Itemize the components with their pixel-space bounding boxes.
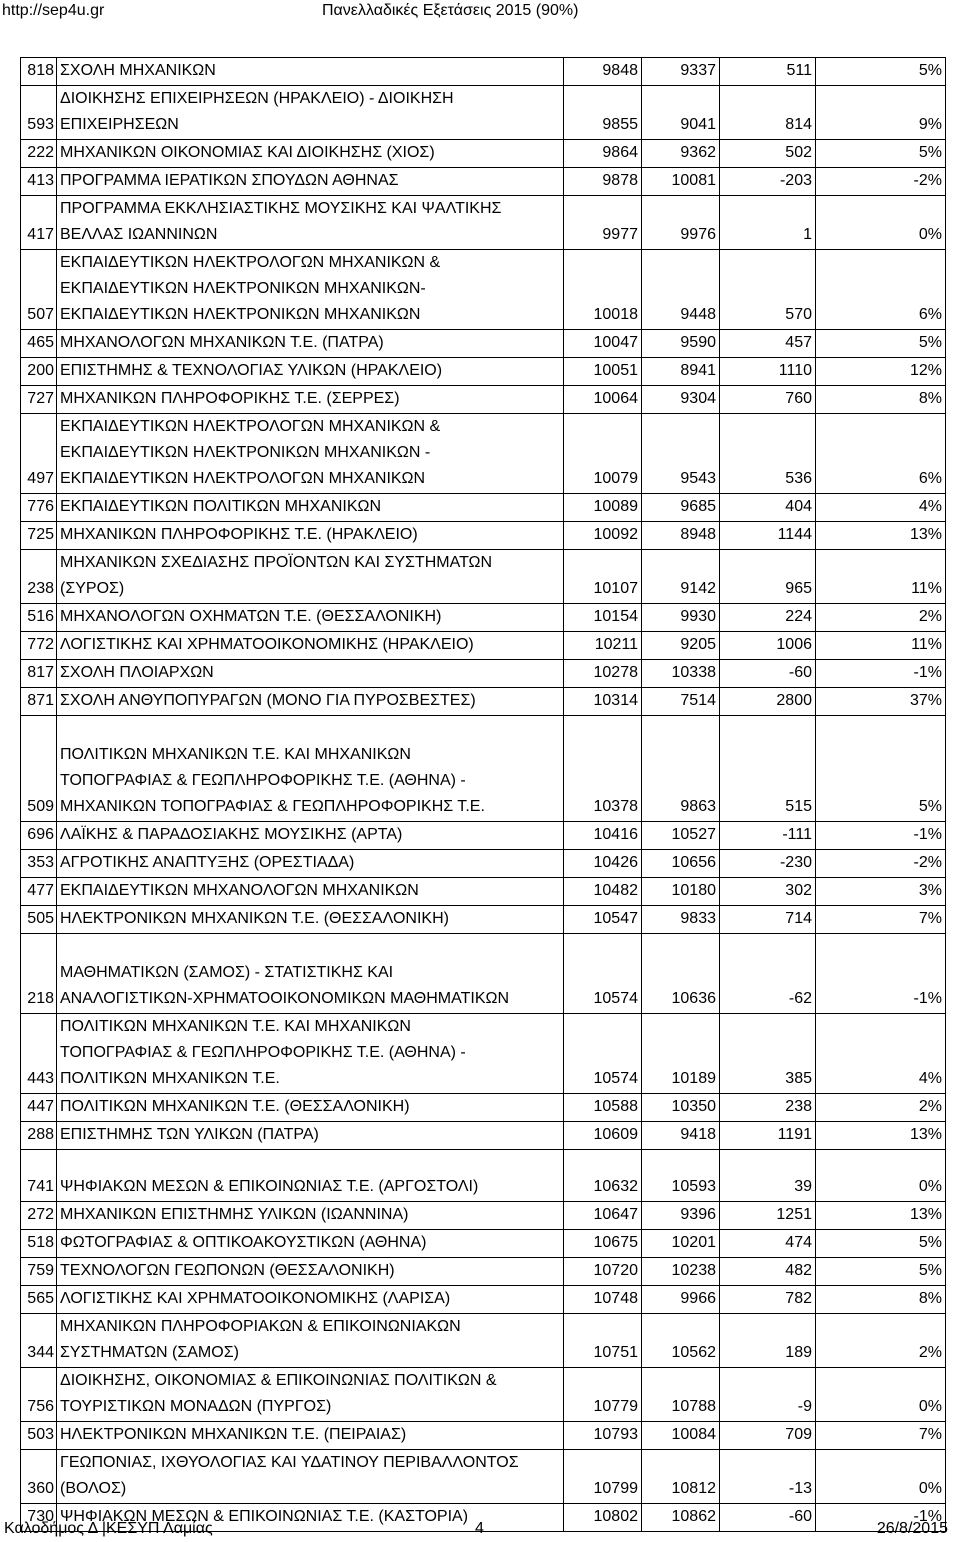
row-score-2015: 10211 [564,632,642,660]
row-code: 465 [21,330,57,358]
row-score-2015: 10748 [564,1286,642,1314]
row-percent: 6% [816,250,946,330]
row-difference: 570 [720,250,816,330]
row-code: 741 [21,1150,57,1202]
row-school-name: ΕΚΠΑΙΔΕΥΤΙΚΩΝ ΗΛΕΚΤΡΟΛΟΓΩΝ ΜΗΧΑΝΙΚΩΝ & ΕΚΠΑΙΔΕΥΤΙΚΩΝ ΗΛΕΚΤΡΟΝΙΚΩΝ ΜΗΧΑΝΙΚΩΝ - ΕΚΠΑΙΔΕΥΤΙΚΩΝ ΗΛΕΚΤΡΟΛΟΓΩΝ ΜΗΧΑΝΙΚΩΝ [57,414,564,494]
row-percent: -1% [816,822,946,850]
row-code: 516 [21,604,57,632]
row-score-2015: 10802 [564,1504,642,1532]
row-school-name: ΜΗΧΑΝΙΚΩΝ ΠΛΗΡΟΦΟΡΙΚΗΣ Τ.Ε. (ΗΡΑΚΛΕΙΟ) [57,522,564,550]
row-percent: 0% [816,1450,946,1504]
row-score-2015: 9977 [564,196,642,250]
row-percent: 2% [816,1094,946,1122]
table-row [21,1122,946,1150]
row-school-name: ΠΡΟΓΡΑΜΜΑ ΕΚΚΛΗΣΙΑΣΤΙΚΗΣ ΜΟΥΣΙΚΗΣ ΚΑΙ ΨΑΛΤΙΚΗΣ ΒΕΛΛΑΣ ΙΩΑΝΝΙΝΩΝ [57,196,564,250]
row-score-2014: 10636 [642,934,720,1014]
table-row [21,850,946,878]
row-code: 759 [21,1258,57,1286]
row-score-2015: 10089 [564,494,642,522]
row-difference: 302 [720,878,816,906]
table-row [21,414,946,494]
row-difference: 709 [720,1422,816,1450]
row-school-name: ΣΧΟΛΗ ΠΛΟΙΑΡΧΩΝ [57,660,564,688]
table-row [21,822,946,850]
row-school-name: ΛΑΪΚΗΣ & ΠΑΡΑΔΟΣΙΑΚΗΣ ΜΟΥΣΙΚΗΣ (ΑΡΤΑ) [57,822,564,850]
row-school-name: ΜΑΘΗΜΑΤΙΚΩΝ (ΣΑΜΟΣ) - ΣΤΑΤΙΣΤΙΚΗΣ ΚΑΙ ΑΝΑΛΟΓΙΣΤΙΚΩΝ-ΧΡΗΜΑΤΟΟΙΚΟΝΟΜΙΚΩΝ ΜΑΘΗΜΑΤΙΚΩΝ [57,934,564,1014]
row-difference: 2800 [720,688,816,716]
row-percent: 37% [816,688,946,716]
row-school-name: ΜΗΧΑΝΙΚΩΝ ΟΙΚΟΝΟΜΙΑΣ ΚΑΙ ΔΙΟΙΚΗΣΗΣ (ΧΙΟΣ) [57,140,564,168]
row-code: 696 [21,822,57,850]
row-code: 593 [21,86,57,140]
row-score-2014: 9142 [642,550,720,604]
row-percent: 9% [816,86,946,140]
row-score-2015: 10278 [564,660,642,688]
table-row [21,632,946,660]
table-row [21,934,946,1014]
row-school-name: ΕΚΠΑΙΔΕΥΤΙΚΩΝ ΗΛΕΚΤΡΟΛΟΓΩΝ ΜΗΧΑΝΙΚΩΝ & ΕΚΠΑΙΔΕΥΤΙΚΩΝ ΗΛΕΚΤΡΟΝΙΚΩΝ ΜΗΧΑΝΙΚΩΝ- ΕΚΠΑΙΔΕΥΤΙΚΩΝ ΗΛΕΚΤΡΟΝΙΚΩΝ ΜΗΧΑΝΙΚΩΝ [57,250,564,330]
row-school-name: ΠΟΛΙΤΙΚΩΝ ΜΗΧΑΝΙΚΩΝ Τ.Ε. ΚΑΙ ΜΗΧΑΝΙΚΩΝ ΤΟΠΟΓΡΑΦΙΑΣ & ΓΕΩΠΛΗΡΟΦΟΡΙΚΗΣ Τ.Ε. (ΑΘΗΝΑ) - ΠΟΛΙΤΙΚΩΝ ΜΗΧΑΝΙΚΩΝ Τ.Ε. [57,1014,564,1094]
row-code: 756 [21,1368,57,1422]
row-score-2014: 9930 [642,604,720,632]
row-percent: 8% [816,386,946,414]
table-row [21,494,946,522]
table-row [21,688,946,716]
row-score-2014: 9205 [642,632,720,660]
row-score-2014: 10562 [642,1314,720,1368]
row-code: 218 [21,934,57,1014]
row-difference: -60 [720,660,816,688]
row-school-name: ΠΡΟΓΡΑΜΜΑ ΙΕΡΑΤΙΚΩΝ ΣΠΟΥΔΩΝ ΑΘΗΝΑΣ [57,168,564,196]
row-school-name: ΜΗΧΑΝΙΚΩΝ ΕΠΙΣΤΗΜΗΣ ΥΛΙΚΩΝ (ΙΩΑΝΝΙΝΑ) [57,1202,564,1230]
row-score-2014: 9685 [642,494,720,522]
row-percent: 3% [816,878,946,906]
row-difference: 238 [720,1094,816,1122]
row-code: 509 [21,716,57,822]
row-code: 360 [21,1450,57,1504]
row-percent: 2% [816,1314,946,1368]
row-score-2015: 10675 [564,1230,642,1258]
row-percent: 5% [816,1258,946,1286]
footer-author: Καλοδήμος Δ |ΚΕΣΥΠ Λαμίας [4,1520,213,1537]
row-code: 447 [21,1094,57,1122]
row-percent: -2% [816,168,946,196]
table-row [21,1450,946,1504]
row-difference: 965 [720,550,816,604]
row-school-name: ΦΩΤΟΓΡΑΦΙΑΣ & ΟΠΤΙΚΟΑΚΟΥΣΤΙΚΩΝ (ΑΘΗΝΑ) [57,1230,564,1258]
row-score-2014: 9304 [642,386,720,414]
row-difference: 814 [720,86,816,140]
row-code: 288 [21,1122,57,1150]
row-score-2015: 10154 [564,604,642,632]
row-school-name: ΜΗΧΑΝΟΛΟΓΩΝ ΜΗΧΑΝΙΚΩΝ Τ.Ε. (ΠΑΤΡΑ) [57,330,564,358]
row-code: 238 [21,550,57,604]
row-score-2014: 9418 [642,1122,720,1150]
row-school-name: ΜΗΧΑΝΙΚΩΝ ΣΧΕΔΙΑΣΗΣ ΠΡΟΪΟΝΤΩΝ ΚΑΙ ΣΥΣΤΗΜΑΤΩΝ (ΣΥΡΟΣ) [57,550,564,604]
row-score-2014: 10350 [642,1094,720,1122]
row-percent: 4% [816,494,946,522]
row-percent: -1% [816,1504,946,1532]
row-difference: 1191 [720,1122,816,1150]
row-code: 505 [21,906,57,934]
row-difference: 511 [720,58,816,86]
row-score-2015: 10793 [564,1422,642,1450]
row-score-2014: 10238 [642,1258,720,1286]
row-school-name: ΜΗΧΑΝΟΛΟΓΩΝ ΟΧΗΜΑΤΩΝ Τ.Ε. (ΘΕΣΣΑΛΟΝΙΚΗ) [57,604,564,632]
row-school-name: ΗΛΕΚΤΡΟΝΙΚΩΝ ΜΗΧΑΝΙΚΩΝ Τ.Ε. (ΘΕΣΣΑΛΟΝΙΚΗ) [57,906,564,934]
row-score-2014: 8948 [642,522,720,550]
row-code: 413 [21,168,57,196]
row-score-2014: 9833 [642,906,720,934]
row-school-name: ΤΕΧΝΟΛΟΓΩΝ ΓΕΩΠΟΝΩΝ (ΘΕΣΣΑΛΟΝΙΚΗ) [57,1258,564,1286]
row-percent: -1% [816,660,946,688]
row-percent: 0% [816,1368,946,1422]
row-school-name: ΜΗΧΑΝΙΚΩΝ ΠΛΗΡΟΦΟΡΙΑΚΩΝ & ΕΠΙΚΟΙΝΩΝΙΑΚΩΝ ΣΥΣΤΗΜΑΤΩΝ (ΣΑΜΟΣ) [57,1314,564,1368]
row-school-name: ΔΙΟΙΚΗΣΗΣ, ΟΙΚΟΝΟΜΙΑΣ & ΕΠΙΚΟΙΝΩΝΙΑΣ ΠΟΛΙΤΙΚΩΝ & ΤΟΥΡΙΣΤΙΚΩΝ ΜΟΝΑΔΩΝ (ΠΥΡΓΟΣ) [57,1368,564,1422]
row-percent: 0% [816,196,946,250]
row-percent: -2% [816,850,946,878]
table-row [21,1230,946,1258]
row-score-2014: 9590 [642,330,720,358]
row-difference: 515 [720,716,816,822]
table-row [21,386,946,414]
table-row [21,250,946,330]
row-school-name: ΔΙΟΙΚΗΣΗΣ ΕΠΙΧΕΙΡΗΣΕΩΝ (ΗΡΑΚΛΕΙΟ) - ΔΙΟΙΚΗΣΗ ΕΠΙΧΕΙΡΗΣΕΩΝ [57,86,564,140]
row-percent: 2% [816,604,946,632]
table-row [21,550,946,604]
row-difference: 1144 [720,522,816,550]
row-school-name: ΕΚΠΑΙΔΕΥΤΙΚΩΝ ΠΟΛΙΤΙΚΩΝ ΜΗΧΑΝΙΚΩΝ [57,494,564,522]
results-table [20,57,946,1532]
header-url: http://sep4u.gr [2,2,105,19]
row-school-name: ΑΓΡΟΤΙΚΗΣ ΑΝΑΠΤΥΞΗΣ (ΟΡΕΣΤΙΑΔΑ) [57,850,564,878]
table-row [21,86,946,140]
row-score-2014: 10788 [642,1368,720,1422]
row-difference: 760 [720,386,816,414]
table-row [21,1368,946,1422]
row-score-2015: 9848 [564,58,642,86]
row-difference: -9 [720,1368,816,1422]
row-code: 818 [21,58,57,86]
row-score-2014: 10084 [642,1422,720,1450]
row-score-2015: 9864 [564,140,642,168]
table-row [21,58,946,86]
row-school-name: ΕΠΙΣΤΗΜΗΣ & ΤΕΧΝΟΛΟΓΙΑΣ ΥΛΙΚΩΝ (ΗΡΑΚΛΕΙΟ) [57,358,564,386]
row-code: 727 [21,386,57,414]
row-score-2014: 10812 [642,1450,720,1504]
row-percent: 7% [816,906,946,934]
row-code: 353 [21,850,57,878]
row-score-2015: 10416 [564,822,642,850]
row-score-2014: 8941 [642,358,720,386]
row-code: 772 [21,632,57,660]
row-percent: 13% [816,1202,946,1230]
row-score-2015: 10632 [564,1150,642,1202]
row-score-2014: 9362 [642,140,720,168]
row-difference: 1251 [720,1202,816,1230]
row-difference: 536 [720,414,816,494]
row-score-2015: 10799 [564,1450,642,1504]
row-difference: -13 [720,1450,816,1504]
table-row [21,716,946,822]
row-percent: 11% [816,632,946,660]
row-difference: 1 [720,196,816,250]
row-score-2015: 10482 [564,878,642,906]
row-code: 443 [21,1014,57,1094]
row-difference: -203 [720,168,816,196]
row-code: 871 [21,688,57,716]
row-difference: 1110 [720,358,816,386]
table-row [21,1014,946,1094]
row-code: 730 [21,1504,57,1532]
row-score-2014: 9448 [642,250,720,330]
footer-page-number: 4 [475,1520,484,1537]
table-row [21,906,946,934]
row-score-2015: 10574 [564,1014,642,1094]
row-difference: -60 [720,1504,816,1532]
row-code: 503 [21,1422,57,1450]
row-percent: 12% [816,358,946,386]
row-school-name: ΠΟΛΙΤΙΚΩΝ ΜΗΧΑΝΙΚΩΝ Τ.Ε. ΚΑΙ ΜΗΧΑΝΙΚΩΝ ΤΟΠΟΓΡΑΦΙΑΣ & ΓΕΩΠΛΗΡΟΦΟΡΙΚΗΣ Τ.Ε. (ΑΘΗΝΑ) - ΜΗΧΑΝΙΚΩΝ ΤΟΠΟΓΡΑΦΙΑΣ & ΓΕΩΠΛΗΡΟΦΟΡΙΚΗΣ Τ.Ε. [57,716,564,822]
table-row [21,878,946,906]
row-school-name: ΣΧΟΛΗ ΜΗΧΑΝΙΚΩΝ [57,58,564,86]
page-footer [0,1520,960,1542]
table-row [21,522,946,550]
table-row [21,330,946,358]
table-row [21,1422,946,1450]
row-school-name: ΜΗΧΑΝΙΚΩΝ ΠΛΗΡΟΦΟΡΙΚΗΣ Τ.Ε. (ΣΕΡΡΕΣ) [57,386,564,414]
table-row [21,140,946,168]
row-difference: 714 [720,906,816,934]
row-score-2015: 10779 [564,1368,642,1422]
table-row [21,1202,946,1230]
row-school-name: ΕΚΠΑΙΔΕΥΤΙΚΩΝ ΜΗΧΑΝΟΛΟΓΩΝ ΜΗΧΑΝΙΚΩΝ [57,878,564,906]
row-difference: -111 [720,822,816,850]
row-school-name: ΗΛΕΚΤΡΟΝΙΚΩΝ ΜΗΧΑΝΙΚΩΝ Τ.Ε. (ΠΕΙΡΑΙΑΣ) [57,1422,564,1450]
row-code: 477 [21,878,57,906]
table-row [21,358,946,386]
footer-date: 26/8/2015 [876,1520,948,1537]
header-title: Πανελλαδικές Εξετάσεις 2015 (90%) [322,2,579,19]
row-percent: 5% [816,716,946,822]
row-code: 518 [21,1230,57,1258]
row-difference: 39 [720,1150,816,1202]
row-code: 497 [21,414,57,494]
table-row [21,660,946,688]
table-row [21,604,946,632]
row-percent: 5% [816,58,946,86]
row-score-2015: 10064 [564,386,642,414]
row-score-2014: 9863 [642,716,720,822]
row-score-2015: 10047 [564,330,642,358]
row-percent: 0% [816,1150,946,1202]
row-school-name: ΓΕΩΠΟΝΙΑΣ, ΙΧΘΥΟΛΟΓΙΑΣ ΚΑΙ ΥΔΑΤΙΝΟΥ ΠΕΡΙΒΑΛΛΟΝΤΟΣ (ΒΟΛΟΣ) [57,1450,564,1504]
row-percent: 4% [816,1014,946,1094]
row-score-2014: 10593 [642,1150,720,1202]
row-code: 272 [21,1202,57,1230]
table-row [21,1094,946,1122]
row-score-2015: 10574 [564,934,642,1014]
row-code: 817 [21,660,57,688]
results-table-body [21,58,946,1532]
row-score-2014: 10338 [642,660,720,688]
row-score-2015: 10751 [564,1314,642,1368]
row-percent: 5% [816,140,946,168]
row-score-2015: 10720 [564,1258,642,1286]
row-score-2015: 10314 [564,688,642,716]
row-score-2014: 10527 [642,822,720,850]
table-row [21,1150,946,1202]
row-score-2014: 9041 [642,86,720,140]
row-score-2014: 10189 [642,1014,720,1094]
row-score-2014: 10081 [642,168,720,196]
table-row [21,1258,946,1286]
row-school-name: ΠΟΛΙΤΙΚΩΝ ΜΗΧΑΝΙΚΩΝ Τ.Ε. (ΘΕΣΣΑΛΟΝΙΚΗ) [57,1094,564,1122]
row-score-2014: 10862 [642,1504,720,1532]
row-score-2015: 10107 [564,550,642,604]
row-code: 200 [21,358,57,386]
row-code: 507 [21,250,57,330]
row-code: 222 [21,140,57,168]
page-header [0,0,960,26]
row-score-2015: 10588 [564,1094,642,1122]
row-school-name: ΨΗΦΙΑΚΩΝ ΜΕΣΩΝ & ΕΠΙΚΟΙΝΩΝΙΑΣ Τ.Ε. (ΚΑΣΤΟΡΙΑ) [57,1504,564,1532]
row-score-2014: 9976 [642,196,720,250]
row-percent: 8% [816,1286,946,1314]
row-score-2014: 10201 [642,1230,720,1258]
row-percent: 7% [816,1422,946,1450]
row-percent: 5% [816,330,946,358]
table-row [21,168,946,196]
row-difference: 502 [720,140,816,168]
row-difference: 782 [720,1286,816,1314]
row-percent: 11% [816,550,946,604]
table-row [21,1286,946,1314]
row-difference: 385 [720,1014,816,1094]
row-score-2015: 10079 [564,414,642,494]
row-code: 725 [21,522,57,550]
row-score-2015: 10647 [564,1202,642,1230]
row-score-2014: 9337 [642,58,720,86]
row-percent: 13% [816,1122,946,1150]
table-row [21,196,946,250]
row-difference: 457 [720,330,816,358]
row-school-name: ΛΟΓΙΣΤΙΚΗΣ ΚΑΙ ΧΡΗΜΑΤΟΟΙΚΟΝΟΜΙΚΗΣ (ΗΡΑΚΛΕΙΟ) [57,632,564,660]
row-score-2015: 9878 [564,168,642,196]
row-school-name: ΣΧΟΛΗ ΑΝΘΥΠΟΠΥΡΑΓΩΝ (ΜΟΝΟ ΓΙΑ ΠΥΡΟΣΒΕΣΤΕΣ) [57,688,564,716]
row-percent: 13% [816,522,946,550]
row-score-2015: 9855 [564,86,642,140]
row-score-2015: 10609 [564,1122,642,1150]
row-score-2015: 10547 [564,906,642,934]
row-difference: 404 [720,494,816,522]
row-difference: 224 [720,604,816,632]
row-score-2014: 10180 [642,878,720,906]
row-difference: 474 [720,1230,816,1258]
row-percent: -1% [816,934,946,1014]
row-code: 776 [21,494,57,522]
row-score-2014: 9543 [642,414,720,494]
row-score-2015: 10426 [564,850,642,878]
row-difference: -230 [720,850,816,878]
row-school-name: ΛΟΓΙΣΤΙΚΗΣ ΚΑΙ ΧΡΗΜΑΤΟΟΙΚΟΝΟΜΙΚΗΣ (ΛΑΡΙΣΑ) [57,1286,564,1314]
row-code: 344 [21,1314,57,1368]
row-difference: 1006 [720,632,816,660]
row-score-2015: 10378 [564,716,642,822]
row-school-name: ΨΗΦΙΑΚΩΝ ΜΕΣΩΝ & ΕΠΙΚΟΙΝΩΝΙΑΣ Τ.Ε. (ΑΡΓΟΣΤΟΛΙ) [57,1150,564,1202]
table-row [21,1314,946,1368]
row-difference: -62 [720,934,816,1014]
row-difference: 189 [720,1314,816,1368]
row-school-name: ΕΠΙΣΤΗΜΗΣ ΤΩΝ ΥΛΙΚΩΝ (ΠΑΤΡΑ) [57,1122,564,1150]
row-score-2014: 9396 [642,1202,720,1230]
row-percent: 6% [816,414,946,494]
row-percent: 5% [816,1230,946,1258]
row-score-2014: 10656 [642,850,720,878]
row-score-2014: 9966 [642,1286,720,1314]
row-score-2014: 7514 [642,688,720,716]
row-score-2015: 10092 [564,522,642,550]
row-score-2015: 10051 [564,358,642,386]
row-code: 417 [21,196,57,250]
row-difference: 482 [720,1258,816,1286]
row-score-2015: 10018 [564,250,642,330]
row-code: 565 [21,1286,57,1314]
